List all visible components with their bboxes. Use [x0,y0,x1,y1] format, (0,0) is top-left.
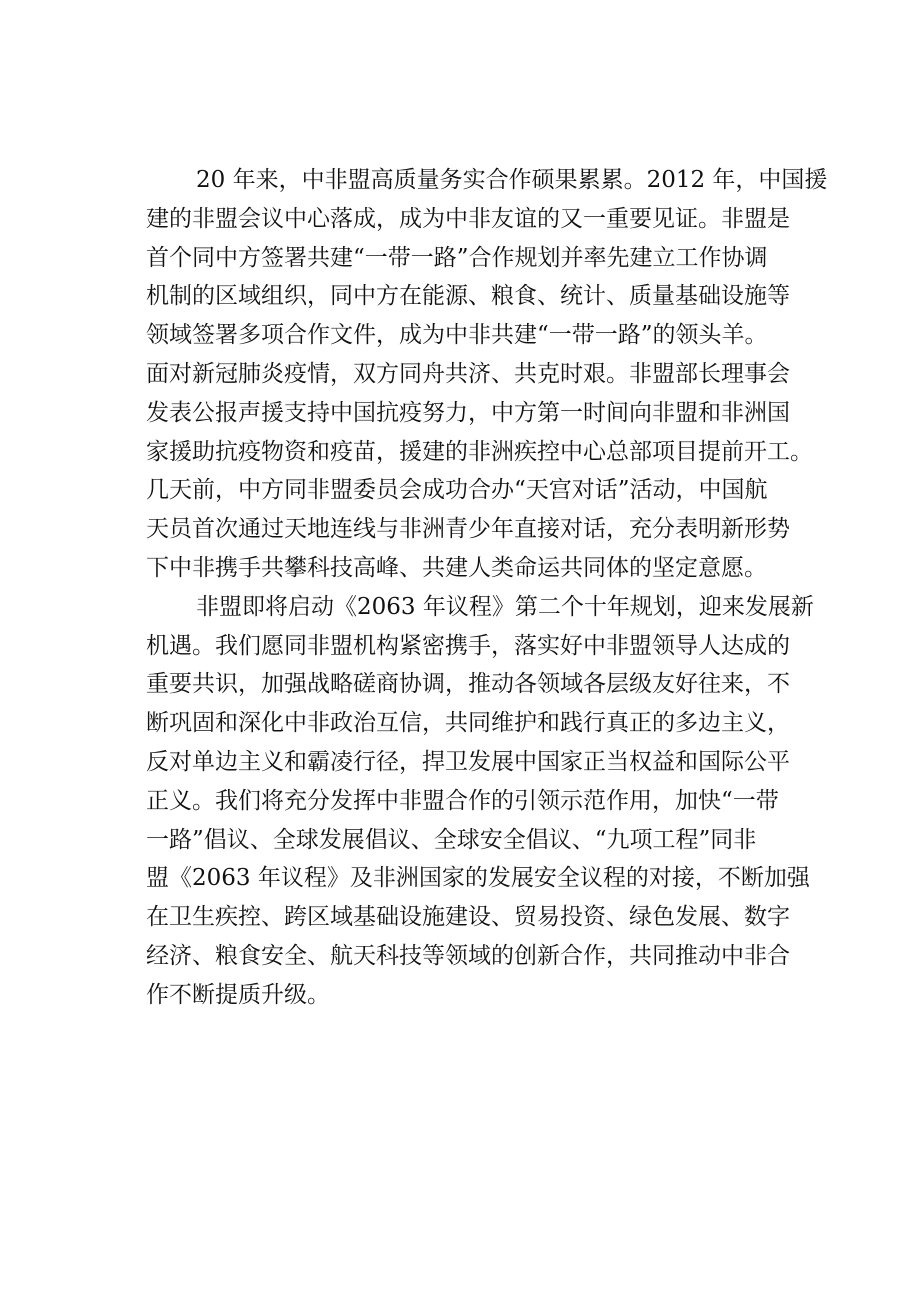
paragraph-line: 正义。我们将充分发挥中非盟合作的引领示范作用，加快“一带 [146,787,779,814]
paragraph-line: 一路”倡议、全球发展倡议、全球安全倡议、“九项工程”同非 [146,826,757,853]
paragraph-1 [146,161,826,588]
paragraph-line: 机制的区域组织，同中方在能源、粮食、统计、质量基础设施等 [146,283,790,310]
paragraph-line: 首个同中方签署共建“一带一路”合作规划并率先建立工作协调 [146,244,768,271]
paragraph-line: 20 年来，中非盟高质量务实合作硕果累累。2012 年，中国援 [196,167,828,193]
body-text [146,161,826,1015]
paragraph-2 [146,588,826,1015]
paragraph-line: 建的非盟会议中心落成，成为中非友谊的又一重要见证。非盟是 [146,205,790,232]
paragraph-line: 非盟即将启动《2063 年议程》第二个十年规划，迎来发展新 [196,593,814,620]
paragraph-line: 反对单边主义和霸凌行径，捍卫发展中国家正当权益和国际公平 [146,748,790,775]
paragraph-line: 领域签署多项合作文件，成为中非共建“一带一路”的领头羊。 [146,322,768,349]
paragraph-line: 在卫生疾控、跨区域基础设施建设、贸易投资、绿色发展、数字 [146,904,790,931]
paragraph-line: 天员首次通过天地连线与非洲青少年直接对话，充分表明新形势 [146,516,790,543]
paragraph-line: 家援助抗疫物资和疫苗，援建的非洲疾控中心总部项目提前开工。 [146,438,813,465]
paragraph-line: 机遇。我们愿同非盟机构紧密携手，落实好中非盟领导人达成的 [146,632,790,659]
paragraph-line: 作不断提质升级。 [146,981,330,1008]
paragraph-line: 盟《2063 年议程》及非洲国家的发展安全议程的对接，不断加强 [146,865,810,892]
paragraph-line: 面对新冠肺炎疫情，双方同舟共济、共克时艰。非盟部长理事会 [146,360,790,387]
paragraph-line: 经济、粮食安全、航天科技等领域的创新合作，共同推动中非合 [146,942,790,969]
paragraph-line: 发表公报声援支持中国抗疫努力，中方第一时间向非盟和非洲国 [146,399,790,426]
paragraph-line: 重要共识，加强战略磋商协调，推动各领域各层级友好往来，不 [146,671,790,698]
paragraph-line: 几天前，中方同非盟委员会成功合办“天宫对话”活动，中国航 [146,477,768,504]
paragraph-line: 下中非携手共攀科技高峰、共建人类命运共同体的坚定意愿。 [146,554,767,581]
paragraph-line: 断巩固和深化中非政治互信，共同维护和践行真正的多边主义， [146,710,790,737]
